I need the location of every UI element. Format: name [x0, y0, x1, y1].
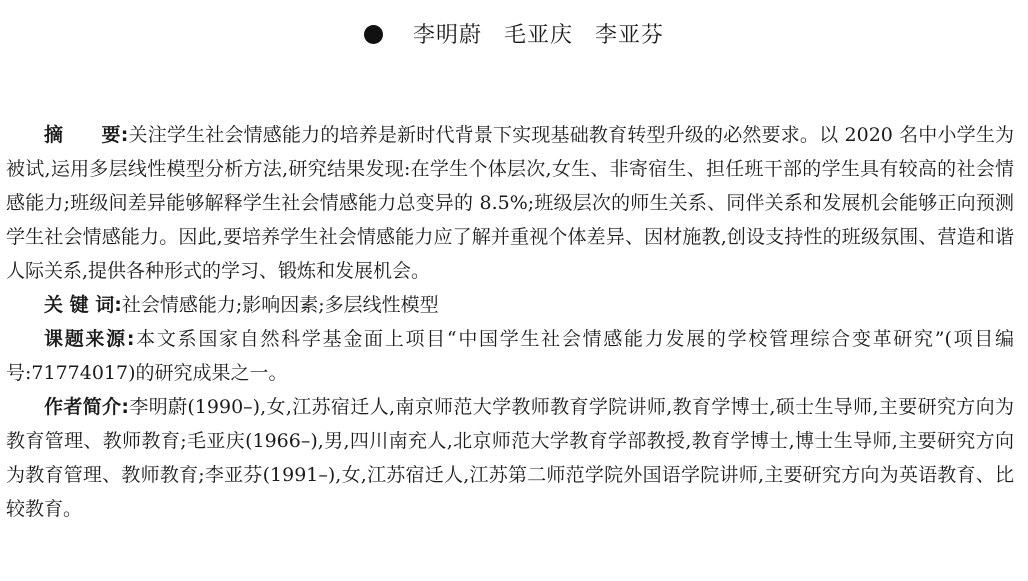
keywords-paragraph — [6, 288, 1014, 322]
bio-text: 李明蔚(1990–),女,江苏宿迁人,南京师范大学教师教育学院讲师,教育学博士,硕士生导师,主要研究方向为教育管理、教师教育;毛亚庆(1966–),男,四川南充人,北京师范大学教育学部教授,教育学博士,博士生导师,主要研究方向为教育管理、教师教育;李亚芬(1991–),女,江苏宿迁人,江苏第二师范学院外国语学院讲师,主要研究方向为英语教育、比较教育。 — [6, 396, 1014, 520]
author-line — [0, 18, 1028, 54]
author-name: 毛亚庆 — [503, 23, 573, 48]
bullet-icon — [364, 25, 383, 44]
bio-paragraph — [6, 390, 1014, 526]
keywords-label: 关 键 词: — [44, 294, 122, 316]
front-matter — [6, 118, 1014, 526]
bio-label: 作者简介: — [44, 396, 129, 418]
abstract-paragraph — [6, 118, 1014, 288]
keywords-text: 社会情感能力;影响因素;多层线性模型 — [121, 294, 439, 316]
funding-paragraph — [6, 322, 1014, 390]
funding-text: 本文系国家自然科学基金面上项目“中国学生社会情感能力发展的学校管理综合变革研究”(项目编号:71774017)的研究成果之一。 — [6, 328, 1015, 384]
author-name: 李明蔚 — [412, 23, 482, 48]
abstract-text: 关注学生社会情感能力的培养是新时代背景下实现基础教育转型升级的必然要求。以 2020 名中小学生为被试,运用多层线性模型分析方法,研究结果发现:在学生个体层次,女生、非寄宿生、担任班干部的学生具有较高的社会情感能力;班级间差异能够解释学生社会情感能力总变异的 8.5%;班级层次的师生关系、同伴关系和发展机会能够正向预测学生社会情感能力。因此,要培养学生社会情感能力应了解并重视个体差异、因材施教,创设支持性的班级氛围、营造和谐人际关系,提供各种形式的学习、锻炼和发展机会。 — [6, 124, 1015, 282]
author-name: 李亚芬 — [595, 23, 665, 48]
abstract-label: 摘 要: — [44, 124, 129, 146]
funding-label: 课题来源: — [44, 328, 135, 350]
